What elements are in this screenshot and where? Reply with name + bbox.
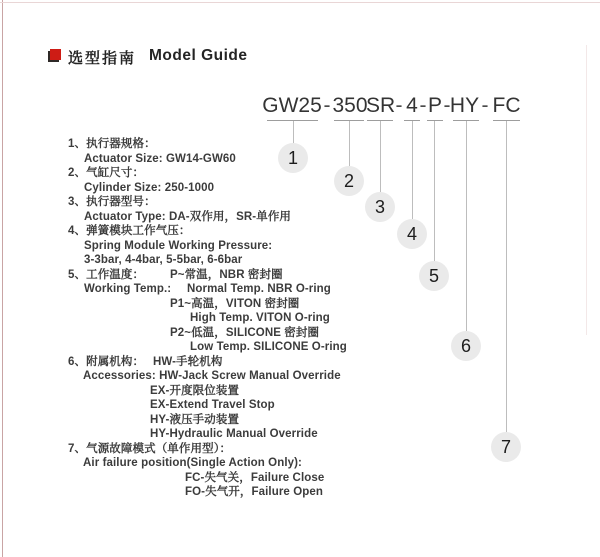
spec-item-5-en: Working Temp.: — [84, 283, 172, 295]
spec-item-7-en: Air failure position(Single Action Only): — [83, 457, 302, 469]
model-code-segment-7: FC — [492, 94, 521, 117]
model-code-segment-4: 4 — [406, 94, 418, 117]
callout-circle-5: 5 — [419, 261, 449, 291]
page-border-top — [0, 2, 600, 3]
spec-item-6-label: 6、附属机构： — [68, 355, 145, 368]
page-border-right — [586, 45, 587, 335]
spec-item-5-opt-p1-en: High Temp. VITON O-ring — [190, 312, 330, 324]
spec-item-5-opt-p: P~常温，NBR 密封圈 — [170, 268, 283, 281]
callout-circle-3: 3 — [365, 192, 395, 222]
callout-line-2 — [349, 121, 350, 166]
page-border-left — [2, 0, 3, 557]
callout-line-7 — [506, 121, 507, 432]
model-code-dash: - — [481, 94, 489, 117]
spec-item-3-en: Actuator Type: DA-双作用，SR-单作用 — [84, 210, 292, 223]
spec-item-2-en: Cylinder Size: 250-1000 — [84, 181, 215, 194]
model-code-segment-1: GW25 — [262, 94, 322, 117]
model-code-segment-6: HY — [449, 94, 480, 117]
section-bullet-icon — [50, 49, 61, 60]
callout-circle-7: 7 — [491, 432, 521, 462]
spec-item-4-values: 3-3bar, 4-4bar, 5-5bar, 6-6bar — [84, 254, 243, 266]
spec-item-1-en: Actuator Size: GW14-GW60 — [84, 152, 236, 165]
callout-circle-2: 2 — [334, 166, 364, 196]
spec-item-7-label: 7、气源故障模式（单作用型）： — [68, 442, 232, 455]
spec-item-5-opt-p2-en: Low Temp. SILICONE O-ring — [190, 341, 347, 353]
spec-item-6-opt-hw: HW-手轮机构 — [153, 355, 223, 368]
spec-item-6-opt-hy: HY-液压手动装置 — [150, 413, 240, 426]
callout-line-3 — [380, 121, 381, 192]
spec-item-5-opt-p2: P2~低温，SILICONE 密封圈 — [170, 326, 320, 339]
spec-item-7-opt-fo: FO-失气开，Failure Open — [185, 486, 323, 498]
callout-line-6 — [466, 121, 467, 331]
model-code-segment-5: P — [427, 94, 442, 117]
spec-item-6-en: Accessories: HW-Jack Screw Manual Override — [83, 370, 341, 382]
spec-item-5-opt-p1: P1~高温，VITON 密封圈 — [170, 297, 300, 310]
spec-item-4-label: 4、弹簧模块工作气压： — [68, 225, 191, 237]
model-code-dash: - — [395, 94, 403, 117]
spec-item-6-opt-ex-en: EX-Extend Travel Stop — [150, 399, 275, 411]
spec-item-2-label: 2、气缸尺寸： — [68, 167, 145, 179]
callout-line-1 — [293, 121, 294, 143]
segment-underline — [427, 120, 443, 121]
page-title-en: Model Guide — [149, 47, 248, 64]
model-code-segment-3: SR — [366, 94, 396, 117]
spec-item-6-opt-hy-en: HY-Hydraulic Manual Override — [150, 428, 318, 440]
model-code-dash: - — [419, 94, 427, 117]
spec-item-5-opt-p-en: Normal Temp. NBR O-ring — [187, 283, 331, 295]
spec-item-6-opt-ex: EX-开度限位装置 — [150, 384, 240, 397]
spec-item-5-label: 5、工作温度： — [68, 268, 145, 281]
spec-item-3-label: 3、执行器型号： — [68, 196, 156, 208]
spec-item-1-label: 1、执行器规格： — [68, 138, 156, 150]
model-code-dash: - — [443, 94, 451, 117]
callout-circle-1: 1 — [278, 143, 308, 173]
spec-item-4-en: Spring Module Working Pressure: — [84, 239, 273, 252]
model-code-dash: - — [323, 94, 331, 117]
callout-line-5 — [434, 121, 435, 261]
callout-circle-6: 6 — [451, 331, 481, 361]
page-title-zh: 选型指南 — [68, 50, 137, 67]
spec-item-7-opt-fc: FC-失气关，Failure Close — [185, 471, 325, 484]
model-code-segment-2: 350 — [332, 94, 368, 117]
callout-circle-4: 4 — [397, 219, 427, 249]
callout-line-4 — [412, 121, 413, 219]
